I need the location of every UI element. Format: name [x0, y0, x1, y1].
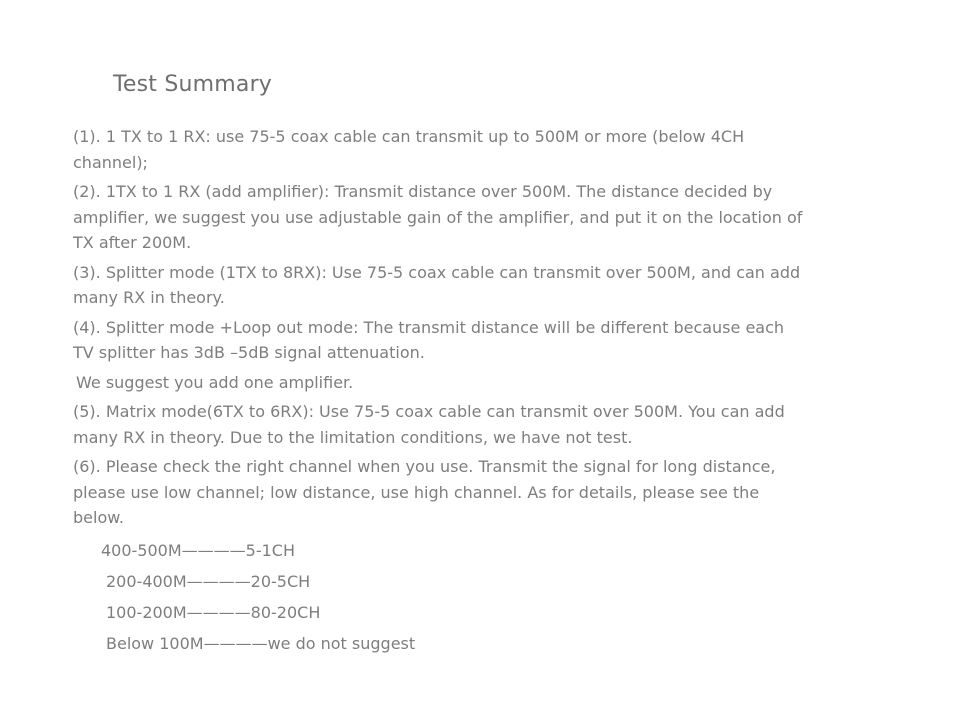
distance-row: 200-400M————20-5CH	[106, 571, 311, 591]
distance-channel-list	[73, 535, 803, 659]
paragraph-7: (6). Please check the right channel when you use. Transmit the signal for long distance, please use low channel; low distance, use high channel. As for details, please see the below.	[73, 457, 776, 527]
distance-row: 400-500M————5-1CH	[101, 540, 295, 560]
paragraph-4: (4). Splitter mode +Loop out mode: The transmit distance will be different because each TV splitter has 3dB –5dB signal attenuation.	[73, 317, 785, 362]
paragraph-2: (2). 1TX to 1 RX (add amplifier): Transmit distance over 500M. The distance decided by amplifier, we suggest you use adjustable gain of the amplifier, and put it on the location of TX after 200M.	[73, 182, 803, 252]
paragraph-5: We suggest you add one amplifier.	[76, 372, 354, 392]
paragraph-3: (3). Splitter mode (1TX to 8RX): Use 75-5 coax cable can transmit over 500M, and can add many RX in theory.	[73, 262, 801, 307]
slide-title: Test Summary	[113, 72, 273, 97]
distance-row: 100-200M————80-20CH	[106, 602, 321, 622]
distance-row: Below 100M————we do not suggest	[106, 633, 416, 653]
paragraph-6: (5). Matrix mode(6TX to 6RX): Use 75-5 coax cable can transmit over 500M. You can add many RX in theory. Due to the limitation conditions, we have not test.	[73, 402, 785, 447]
slide-body	[73, 124, 803, 659]
paragraph-1: (1). 1 TX to 1 RX: use 75-5 coax cable can transmit up to 500M or more (below 4CH channel);	[73, 127, 745, 172]
